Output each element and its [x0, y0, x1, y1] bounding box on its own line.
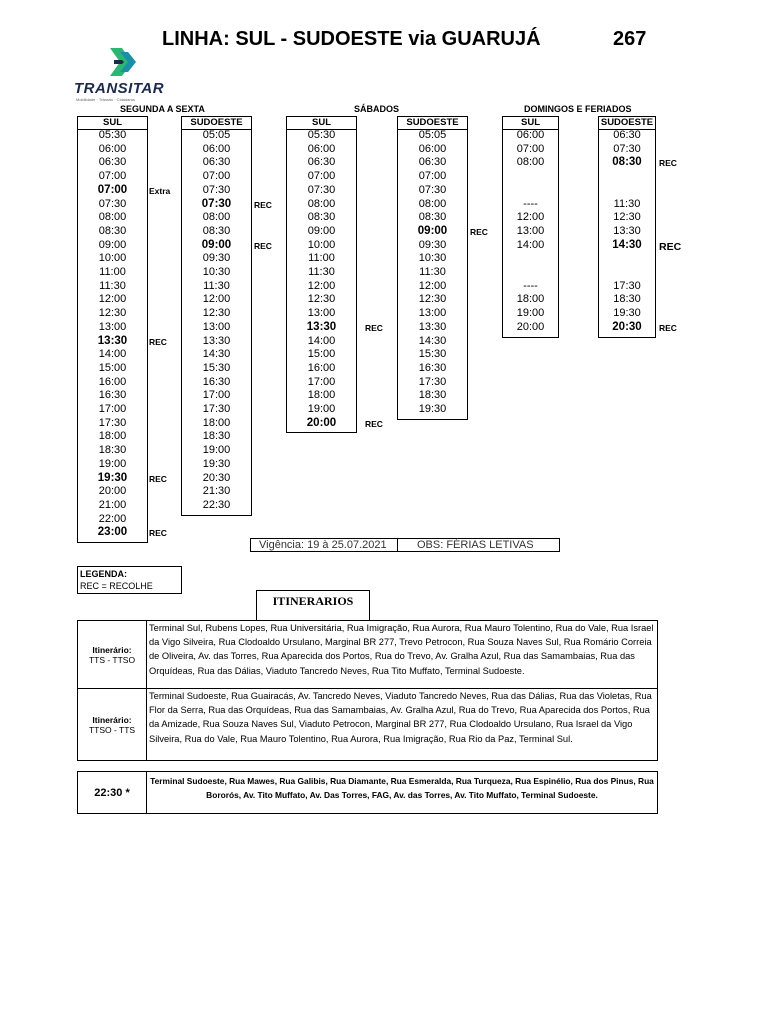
departure-time: 20:00 [516, 320, 545, 333]
departure-time: 15:00 [98, 361, 127, 374]
departure-time: 17:30 [202, 403, 231, 415]
departure-time: 09:00 [307, 224, 336, 237]
column-header: SUDOESTE [406, 117, 459, 128]
departure-note: REC [149, 336, 167, 347]
departure-time: 19:30 [97, 471, 128, 484]
departure-time: 17:00 [202, 389, 231, 402]
departure-time: 09:30 [202, 252, 231, 265]
itinerary-label [78, 621, 147, 688]
departure-time: 14:30 [418, 334, 447, 347]
departure-time: 07:30 [202, 183, 231, 196]
legend-item: REC = RECOLHE [80, 581, 153, 591]
departure-time: 20:00 [306, 416, 337, 429]
departure-time: 08:00 [98, 211, 127, 224]
column-header: SUL [521, 117, 540, 128]
departure-note: REC [470, 226, 488, 237]
departure-time: 13:30 [613, 224, 641, 237]
departure-time: 08:30 [418, 211, 447, 224]
departure-time: 07:00 [97, 183, 128, 196]
departure-time: 14:30 [612, 238, 642, 251]
departure-time: 07:30 [201, 197, 232, 210]
departure-time: 12:00 [98, 293, 127, 306]
departure-time: 20:30 [202, 471, 231, 484]
departure-time: 15:30 [202, 361, 231, 374]
departure-time: 16:30 [418, 361, 447, 374]
departure-time: 09:00 [201, 238, 232, 251]
departure-time: 18:00 [202, 416, 231, 429]
departure-note: REC [365, 418, 383, 429]
departure-time: 11:30 [203, 279, 230, 292]
departure-time: 12:30 [307, 293, 336, 306]
departure-time: 13:00 [202, 320, 231, 333]
departure-time: 11:00 [308, 252, 335, 265]
validity-divider [397, 539, 398, 551]
departure-time: 18:00 [516, 293, 545, 306]
departure-time: ---- [523, 279, 538, 292]
column-header: SUL [312, 117, 331, 128]
transitar-logo [72, 44, 182, 104]
itinerary-label-title: Itinerário: [92, 644, 132, 655]
departure-time: 13:00 [307, 307, 336, 320]
night-route-row [78, 772, 657, 813]
legend-box [77, 566, 182, 594]
departure-time: 07:00 [307, 170, 336, 183]
itinerary-route: TTSO - TTS [88, 724, 136, 735]
departure-time: 06:00 [307, 142, 336, 155]
departure-time: 19:00 [202, 444, 231, 457]
logo-text: TRANSITAR [74, 80, 165, 97]
departure-time: 08:00 [516, 156, 545, 169]
departure-time: 21:30 [202, 485, 231, 498]
departure-time: 16:30 [202, 375, 231, 388]
departure-time: 05:30 [98, 129, 127, 141]
line-number: 267 [613, 28, 647, 50]
departure-time: 13:00 [98, 320, 127, 333]
departure-time: 05:05 [202, 129, 231, 141]
departure-time: 08:00 [307, 197, 336, 210]
departure-time: 14:30 [202, 348, 231, 361]
validity-text: Vigência: 19 à 25.07.2021 [259, 539, 387, 551]
departure-time: 12:00 [307, 279, 336, 292]
departure-time: 20:00 [98, 485, 127, 498]
departure-time: 06:30 [307, 156, 336, 169]
departure-time: 06:30 [613, 129, 641, 141]
departure-time: 19:00 [98, 457, 127, 470]
page-title: LINHA: SUL - SUDOESTE via GUARUJÁ [162, 28, 541, 50]
departure-time: 17:30 [98, 416, 127, 429]
departure-time: 15:00 [307, 348, 336, 361]
departure-time: 13:00 [516, 224, 545, 237]
departure-note: REC [659, 240, 682, 253]
departure-time: 12:30 [418, 293, 447, 306]
validity-box [250, 538, 560, 552]
logo-tagline: Mobilidade · Trânsito · Cidadania [76, 97, 135, 102]
column-header: SUDOESTE [600, 117, 654, 128]
departure-time: 12:30 [98, 307, 127, 320]
departure-time: 07:30 [418, 183, 447, 196]
departure-note: REC [254, 199, 272, 210]
itinerary-label [78, 689, 147, 760]
departure-time: 16:00 [307, 361, 336, 374]
departure-time: 09:30 [418, 238, 447, 251]
departure-time: 07:30 [307, 183, 336, 196]
departure-time: 17:30 [613, 279, 641, 292]
departure-time: 06:30 [202, 156, 231, 169]
departure-time: 12:30 [613, 211, 641, 224]
period-weekdays: SEGUNDA A SEXTA [120, 104, 205, 114]
departure-time: 06:30 [418, 156, 447, 169]
itinerary-label-title: Itinerário: [92, 714, 132, 725]
departure-time: 05:30 [307, 129, 336, 141]
departure-time: 06:00 [202, 142, 231, 155]
departure-note: REC [254, 240, 272, 251]
departure-time: 17:00 [98, 403, 127, 415]
departure-time: 10:30 [202, 266, 231, 278]
departure-time: 21:00 [98, 498, 127, 511]
departure-time: 13:30 [418, 320, 447, 333]
departure-time: 14:00 [307, 334, 336, 347]
departure-time: 08:30 [612, 156, 642, 169]
departure-time: 08:30 [202, 224, 231, 237]
departure-time: 06:00 [516, 129, 545, 141]
departure-time: 11:00 [99, 266, 126, 278]
departure-time: 12:00 [418, 279, 447, 292]
departure-time: 10:00 [307, 238, 336, 251]
obs-text: OBS: FÉRIAS LETIVAS [417, 539, 534, 551]
logo-arrows-icon [100, 44, 160, 80]
itinerary-row [78, 689, 657, 760]
departure-time: 19:30 [613, 307, 641, 320]
departure-note: REC [365, 322, 383, 333]
departure-time: 12:30 [202, 307, 231, 320]
departure-time: ---- [523, 197, 538, 210]
departure-time: 18:30 [418, 389, 447, 402]
departure-time: 13:00 [418, 307, 447, 320]
departure-time: 18:00 [98, 430, 127, 443]
column-header: SUDOESTE [190, 117, 243, 128]
departure-time: 14:00 [516, 238, 545, 251]
night-route-time: 22:30 * [78, 772, 147, 813]
departure-time: 07:30 [613, 142, 641, 155]
departure-note: REC [659, 322, 677, 333]
legend-title: LEGENDA: [80, 569, 127, 579]
departure-time: 13:30 [97, 334, 128, 347]
departure-time: 14:00 [98, 348, 127, 361]
departure-note: REC [149, 473, 167, 484]
departure-time: 12:00 [516, 211, 545, 224]
departure-time: 05:05 [418, 129, 447, 141]
departure-time: 13:30 [202, 334, 231, 347]
departure-note: REC [659, 158, 677, 169]
departure-time: 09:00 [417, 224, 448, 237]
departure-time: 20:30 [612, 320, 642, 333]
departure-time: 11:30 [613, 197, 641, 210]
itinerary-text: Terminal Sul, Rubens Lopes, Rua Universitária, Rua Imigração, Rua Aurora, Rua Mauro Tolentino, Rua do Vale, Rua Israel da Vigo Silveira, Rua Clodoaldo Ursulano, Marginal BR 277, Trevo Petrocon, Rua Souza Naves Sul, Rua Romário Correia de Oliveira, Av. das Torres, Rua Aparecida dos Portos, Rua do Trevo, Av. Gralha Azul, Rua das Samambaias, Rua das Orquídeas, Rua das Dálias, Viaduto Tancredo Neves, Rua Tito Muffato, Terminal Sudoeste. [149, 623, 654, 676]
departure-time: 18:30 [98, 444, 127, 457]
departure-time: 06:30 [98, 156, 127, 169]
departure-time: 07:00 [202, 170, 231, 183]
departure-time: 06:00 [98, 142, 127, 155]
departure-time: 18:30 [202, 430, 231, 443]
night-route-text: Terminal Sudoeste, Rua Mawes, Rua Galibis, Rua Diamante, Rua Esmeralda, Rua Turqueza, Rua Espinélio, Rua dos Pinus, Rua Bororós, Av. Tito Muffato, Av. Das Torres, FAG, Av. das Torres, Av. Tito Muffato, Terminal Sudoeste. [150, 776, 654, 800]
departure-time: 08:00 [418, 197, 447, 210]
departure-time: 18:30 [613, 293, 641, 306]
departure-time: 11:30 [419, 266, 446, 278]
column-header: SUL [103, 117, 122, 128]
departure-time: 22:00 [98, 512, 127, 525]
itinerary-heading: ITINERARIOS [256, 590, 370, 620]
night-route-table [77, 771, 658, 814]
departure-time: 16:00 [98, 375, 127, 388]
departure-time: 19:00 [307, 403, 336, 415]
departure-time: 19:00 [516, 307, 545, 320]
departure-time: 18:00 [307, 389, 336, 402]
itinerary-text: Terminal Sudoeste, Rua Guairacás, Av. Tancredo Neves, Viaduto Tancredo Neves, Rua das Dálias, Rua das Violetas, Rua Flor da Serra, Rua das Orquídeas, Rua das Samambaias, Av. Gralha Azul, Rua do Trevo, Rua Aparecida dos Portos, Rua da Amizade, Rua Souza Naves Sul, Viaduto Petrocon, Marginal BR 277, Rua Clodoaldo Ursulano, Rua Israel da Vigo Silveira, Rua do Vale, Rua Mauro Tolentino, Rua Aurora, Rua Imigração, Rua Rio da Paz, Terminal Sul. [149, 691, 652, 744]
departure-time: 17:00 [307, 375, 336, 388]
departure-time: 07:00 [516, 142, 545, 155]
departure-time: 10:30 [418, 252, 447, 265]
departure-note: Extra [149, 185, 171, 196]
itinerary-table [77, 620, 658, 761]
departure-time: 19:30 [418, 403, 447, 415]
period-saturdays: SÁBADOS [354, 104, 400, 114]
departure-time: 17:30 [418, 375, 447, 388]
itinerary-row [78, 621, 657, 688]
departure-time: 06:00 [418, 142, 447, 155]
departure-time: 08:30 [98, 224, 127, 237]
departure-time: 22:30 [202, 498, 231, 511]
departure-time: 11:30 [308, 266, 335, 278]
departure-note: REC [149, 528, 167, 539]
departure-time: 23:00 [97, 526, 128, 539]
departure-time: 11:30 [99, 279, 126, 292]
period-sundays: DOMINGOS E FERIADOS [524, 104, 632, 114]
departure-time: 10:00 [98, 252, 127, 265]
departure-time: 07:00 [98, 170, 127, 183]
itinerary-route: TTS - TTSO [88, 654, 136, 665]
departure-time: 12:00 [202, 293, 231, 306]
departure-time: 09:00 [98, 238, 127, 251]
departure-time: 08:00 [202, 211, 231, 224]
departure-time: 15:30 [418, 348, 447, 361]
departure-time: 08:30 [307, 211, 336, 224]
departure-time: 19:30 [202, 457, 231, 470]
departure-time: 07:00 [418, 170, 447, 183]
departure-time: 16:30 [98, 389, 127, 402]
departure-time: 13:30 [306, 320, 337, 333]
departure-time: 07:30 [98, 197, 127, 210]
